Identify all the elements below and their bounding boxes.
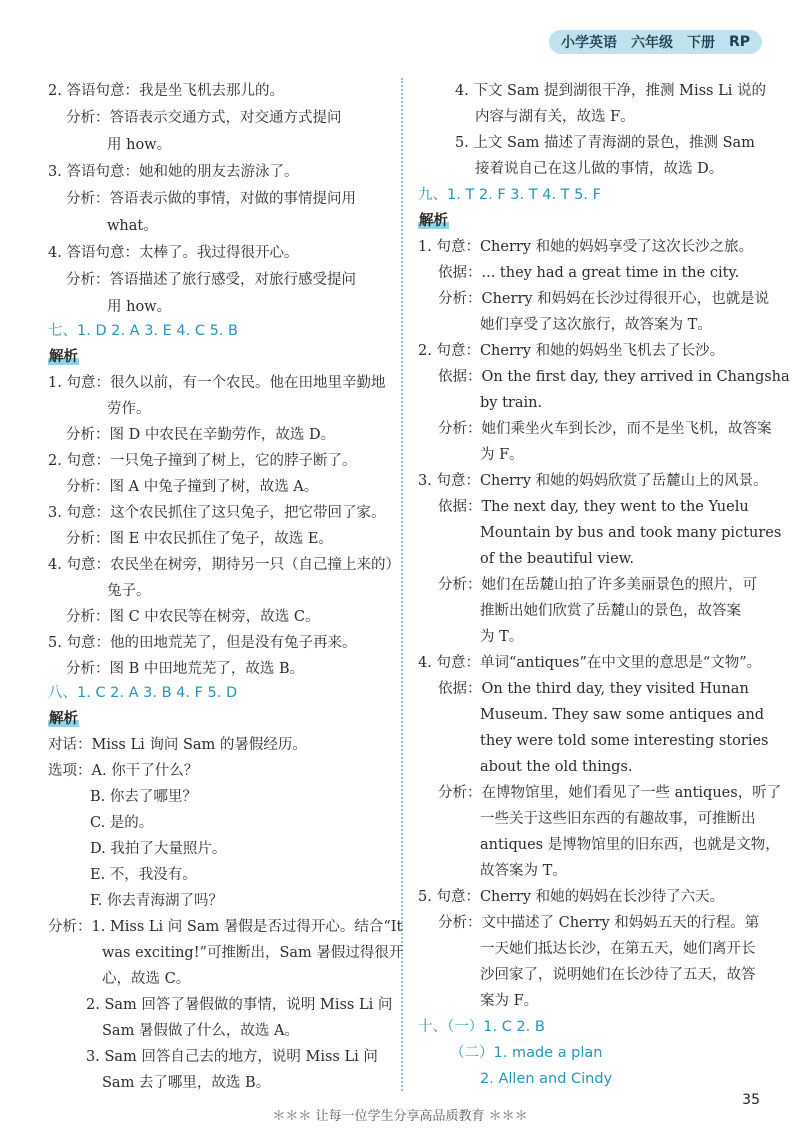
line-text: 依据：On the first day, they arrived in Changsha	[438, 369, 790, 385]
left-text-line	[90, 786, 197, 808]
line-text: Mountain by bus and took many pictures	[480, 525, 782, 541]
line-text: 接着说自己在这儿做的事情，故选 D。	[475, 161, 724, 177]
line-text: 劳作。	[107, 401, 151, 417]
line-text: was exciting!”可推断出，Sam 暑假过得很开	[102, 945, 404, 961]
left-text-line	[48, 916, 402, 938]
right-text-line	[438, 782, 781, 804]
line-text: 分析：图 D 中农民在辛勤劳作，故选 D。	[66, 427, 336, 443]
line-text: 兔子。	[107, 583, 151, 599]
line-text: 故答案为 T。	[480, 863, 567, 879]
answer-key-line: 九、1. T 2. F 3. T 4. T 5. F	[418, 187, 601, 203]
footer-slogan: ＊＊＊ 让每一位学生分享高品质教育 ＊＊＊	[272, 1109, 528, 1124]
right-text-line	[438, 366, 790, 388]
right-text-line	[418, 184, 601, 206]
left-text-line	[48, 502, 385, 524]
line-text: by train.	[480, 395, 543, 411]
left-text-line	[48, 554, 400, 576]
line-text: 用 how。	[107, 299, 172, 315]
line-text: 推断出她们欣赏了岳麓山的景色，故答案	[480, 603, 741, 619]
left-text-line	[48, 708, 79, 730]
right-text-line	[480, 1068, 612, 1090]
right-text-line	[480, 444, 524, 466]
page-header-badge	[549, 30, 762, 54]
line-text: what。	[107, 218, 158, 234]
left-text-line	[66, 658, 304, 680]
line-text: 2. 句意：一只兔子撞到了树上，它的脖子断了。	[48, 453, 357, 469]
line-text: 3. 句意：Cherry 和她的妈妈欣赏了岳麓山上的风景。	[418, 473, 768, 489]
line-text: 一些关于这些旧东西的有趣故事，可推断出	[480, 811, 756, 827]
right-text-line	[480, 730, 768, 752]
right-text-line	[480, 548, 634, 570]
line-text: 一天她们抵达长沙，在第五天，她们离开长	[480, 941, 756, 957]
right-text-line	[438, 288, 769, 310]
left-text-line	[48, 320, 238, 342]
right-text-line	[418, 470, 768, 492]
line-text: 3. 句意：这个农民抓住了这只兔子，把它带回了家。	[48, 505, 386, 521]
line-text: 2. Sam 回答了暑假做的事情，说明 Miss Li 问	[86, 997, 393, 1013]
right-text-line	[480, 756, 633, 778]
line-text: Museum. They saw some antiques and	[480, 707, 765, 723]
line-text: 4. 句意：农民坐在树旁，期待另一只（自己撞上来的）	[48, 557, 400, 573]
line-text: 3. 答语句意：她和她的朋友去游泳了。	[48, 164, 299, 180]
line-text: 心，故选 C。	[102, 971, 191, 987]
right-text-line	[480, 314, 712, 336]
left-text-line	[90, 890, 223, 912]
line-text: 分析：答语表示做的事情，对做的事情提问用	[66, 191, 356, 207]
line-text: 5. 句意：Cherry 和她的妈妈在长沙待了六天。	[418, 889, 725, 905]
left-text-line	[48, 161, 298, 183]
left-text-line	[86, 1046, 378, 1068]
line-text: 分析：文中描述了 Cherry 和妈妈五天的行程。第	[438, 915, 760, 931]
line-text: 分析：答语表示交通方式，对交通方式提问	[66, 110, 342, 126]
left-text-line	[66, 606, 320, 628]
left-text-line	[102, 942, 403, 964]
line-text: B. 你去了哪里？	[90, 789, 197, 805]
right-text-line	[438, 418, 772, 440]
left-text-line	[107, 134, 171, 156]
right-text-line	[480, 860, 567, 882]
left-text-line	[86, 994, 392, 1016]
left-text-line	[48, 242, 298, 264]
line-text: F. 你去青海湖了吗？	[90, 893, 224, 909]
right-text-line	[438, 912, 759, 934]
line-text: 2. 答语句意：我是坐飞机去那儿的。	[48, 83, 284, 99]
left-text-line	[107, 580, 151, 602]
line-text: 2. 句意：Cherry 和她的妈妈坐飞机去了长沙。	[418, 343, 725, 359]
left-text-line	[66, 528, 333, 550]
line-text: 5. 上文 Sam 描述了青海湖的景色，推测 Sam	[455, 135, 755, 151]
line-text: Sam 暑假做了什么，故选 A。	[102, 1023, 300, 1039]
right-text-line	[480, 392, 542, 414]
left-text-line	[102, 1020, 299, 1042]
left-text-line	[66, 476, 318, 498]
left-text-line	[66, 269, 356, 291]
right-text-line	[480, 834, 780, 856]
left-text-line	[66, 188, 356, 210]
right-text-line	[438, 678, 749, 700]
line-text: 4. 句意：单词“antiques”在中文里的意思是“文物”。	[418, 655, 762, 671]
line-text: 3. Sam 回答自己去的地方，说明 Miss Li 问	[86, 1049, 378, 1065]
analysis-heading: 解析	[49, 711, 78, 727]
left-text-line	[48, 682, 237, 704]
right-text-line	[450, 1042, 603, 1064]
line-text: 内容与湖有关，故选 F。	[475, 109, 635, 125]
analysis-heading: 解析	[49, 349, 78, 365]
right-text-line	[480, 600, 741, 622]
answer-key-line: 2. Allen and Cindy	[480, 1071, 613, 1087]
line-text: 依据：... they had a great time in the city.	[438, 265, 740, 281]
left-text-line	[102, 1072, 270, 1094]
right-text-line	[480, 808, 756, 830]
left-text-line	[48, 734, 307, 756]
right-text-line	[418, 236, 753, 258]
right-text-line	[418, 1016, 545, 1038]
line-text: 1. 句意：很久以前，有一个农民。他在田地里辛勤地	[48, 375, 386, 391]
line-text: 分析：1. Miss Li 问 Sam 暑假是否过得开心。结合“It	[48, 919, 403, 935]
right-text-line	[480, 938, 756, 960]
line-text: 为 F。	[480, 447, 524, 463]
line-text: 分析：图 A 中兔子撞到了树，故选 A。	[66, 479, 319, 495]
line-text: 5. 句意：他的田地荒芜了，但是没有兔子再来。	[48, 635, 357, 651]
line-text: 分析：图 B 中田地荒芜了，故选 B。	[66, 661, 305, 677]
left-text-line	[48, 632, 356, 654]
right-text-line	[480, 704, 764, 726]
answer-key-line: 十、（一）1. C 2. B	[418, 1019, 545, 1035]
right-text-line	[438, 574, 757, 596]
left-text-line	[90, 812, 153, 834]
line-text: 对话：Miss Li 询问 Sam 的暑假经历。	[48, 737, 307, 753]
left-text-line	[90, 864, 197, 886]
line-text: 1. 句意：Cherry 和她的妈妈享受了这次长沙之旅。	[418, 239, 754, 255]
header-edition: RP	[728, 34, 750, 50]
right-text-line	[480, 990, 538, 1012]
left-text-line	[102, 968, 190, 990]
right-text-line	[438, 496, 749, 518]
left-text-line	[48, 372, 385, 394]
line-text: D. 我拍了大量照片。	[90, 841, 227, 857]
right-text-line	[418, 340, 724, 362]
line-text: 分析：图 C 中农民等在树旁，故选 C。	[66, 609, 320, 625]
line-text: 分析：她们乘坐火车到长沙，而不是坐飞机，故答案	[438, 421, 772, 437]
line-text: Sam 去了哪里，故选 B。	[102, 1075, 271, 1091]
left-text-line	[107, 215, 158, 237]
left-text-line	[107, 398, 151, 420]
right-text-line	[475, 106, 635, 128]
line-text: C. 是的。	[90, 815, 154, 831]
line-text: 分析：Cherry 和妈妈在长沙过得很开心，也就是说	[438, 291, 770, 307]
line-text: 分析：她们在岳麓山拍了许多美丽景色的照片，可	[438, 577, 757, 593]
line-text: 分析：图 E 中农民抓住了兔子，故选 E。	[66, 531, 333, 547]
right-text-line	[418, 886, 724, 908]
left-text-line	[48, 80, 284, 102]
line-text: antiques 是博物馆里的旧东西，也就是文物，	[480, 837, 780, 853]
left-text-line	[107, 296, 171, 318]
column-divider	[401, 78, 403, 1091]
line-text: 案为 F。	[480, 993, 539, 1009]
line-text: 分析：在博物馆里，她们看见了一些 antiques，听了	[438, 785, 782, 801]
line-text: 4. 下文 Sam 提到湖很干净，推测 Miss Li 说的	[455, 83, 766, 99]
line-text: 依据：On the third day, they visited Hunan	[438, 681, 749, 697]
right-text-line	[418, 652, 761, 674]
line-text: 她们享受了这次旅行，故答案为 T。	[480, 317, 712, 333]
right-text-line	[455, 80, 766, 102]
right-text-line	[480, 964, 756, 986]
line-text: 沙回家了，说明她们在长沙待了五天，故答	[480, 967, 756, 983]
right-text-line	[480, 522, 781, 544]
line-text: of the beautiful view.	[480, 551, 635, 567]
right-text-line	[438, 262, 739, 284]
header-grade: 六年级	[630, 35, 673, 51]
line-text: they were told some interesting stories	[480, 733, 769, 749]
line-text: 4. 答语句意：太棒了。我过得很开心。	[48, 245, 299, 261]
line-text: 为 T。	[480, 629, 524, 645]
left-text-line	[66, 107, 342, 129]
page-number: 35	[742, 1092, 760, 1108]
answer-key-line: 七、1. D 2. A 3. E 4. C 5. B	[48, 323, 238, 339]
line-text: E. 不，我没有。	[90, 867, 197, 883]
right-text-line	[480, 626, 523, 648]
analysis-heading: 解析	[419, 213, 448, 229]
left-text-line	[48, 450, 356, 472]
answer-key-line: 八、1. C 2. A 3. B 4. F 5. D	[48, 685, 238, 701]
left-text-line	[66, 424, 335, 446]
right-text-line	[455, 132, 755, 154]
right-text-line	[475, 158, 723, 180]
line-text: about the old things.	[480, 759, 633, 775]
right-text-line	[418, 210, 449, 232]
header-subject: 小学英语	[560, 35, 617, 51]
line-text: 分析：答语描述了旅行感受，对旅行感受提问	[66, 272, 356, 288]
answer-key-line: （二）1. made a plan	[450, 1045, 603, 1061]
header-term: 下册	[686, 35, 715, 51]
line-text: 依据：The next day, they went to the Yuelu	[438, 499, 749, 515]
line-text: 用 how。	[107, 137, 172, 153]
left-text-line	[48, 760, 198, 782]
left-text-line	[90, 838, 226, 860]
line-text: 选项：A. 你干了什么？	[48, 763, 199, 779]
left-text-line	[48, 346, 79, 368]
